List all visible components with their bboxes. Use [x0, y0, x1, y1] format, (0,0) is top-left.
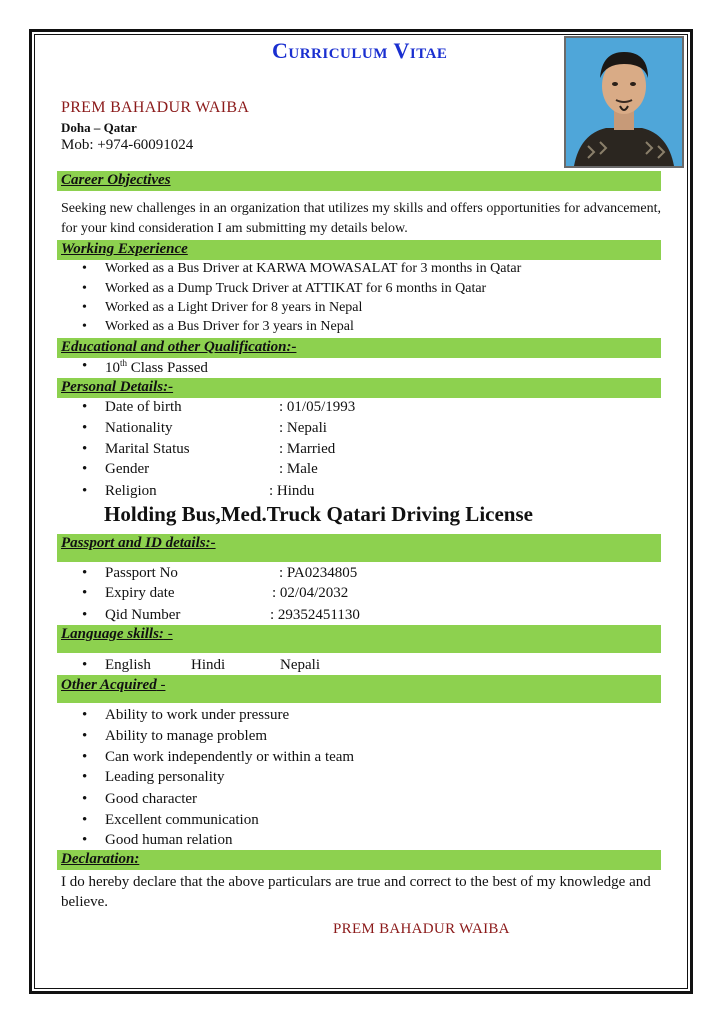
signature-name: PREM BAHADUR WAIBA [333, 921, 510, 937]
personal-value-marital: : Married [279, 441, 336, 457]
person-portrait-icon [566, 38, 682, 166]
cv-title: Curriculum Vitae [272, 38, 448, 63]
section-bar-declaration [57, 850, 661, 870]
passport-value-number: : PA0234805 [279, 565, 358, 581]
candidate-location: Doha – Qatar [61, 120, 137, 135]
candidate-name: PREM BAHADUR WAIBA [61, 99, 250, 116]
personal-value-religion: : Hindu [269, 483, 315, 499]
personal-value-dob: : 01/05/1993 [279, 399, 356, 415]
personal-value-gender: : Male [279, 461, 318, 477]
section-heading-career: Career Objectives [61, 172, 171, 188]
driving-license-note: Holding Bus,Med.Truck Qatari Driving License [104, 502, 533, 526]
language-item-hindi: Hindi [191, 657, 226, 673]
section-heading-education: Educational and other Qualification:- [61, 339, 297, 355]
personal-value-nationality: : Nepali [279, 420, 327, 436]
section-heading-declaration: Declaration: [61, 851, 140, 867]
section-heading-personal: Personal Details:- [61, 379, 174, 395]
profile-photo [564, 36, 684, 168]
language-item-nepali: Nepali [280, 657, 320, 673]
career-objectives-text: Seeking new challenges in an organization that utilizes my skills and offers opportunities for advancement, for your kind consideration I am submitting my details below. [61, 201, 661, 236]
section-heading-language: Language skills: - [61, 626, 173, 642]
candidate-mobile: Mob: +974-60091024 [61, 137, 194, 153]
section-heading-other: Other Acquired - [61, 677, 166, 693]
section-heading-experience: Working Experience [61, 241, 188, 257]
declaration-text: I do hereby declare that the above particulars are true and correct to the best of my knowledge and believe. [61, 874, 651, 910]
section-heading-passport: Passport and ID details:- [61, 535, 216, 551]
passport-value-qid: : 29352451130 [270, 607, 360, 623]
passport-value-expiry: : 02/04/2032 [272, 585, 349, 601]
